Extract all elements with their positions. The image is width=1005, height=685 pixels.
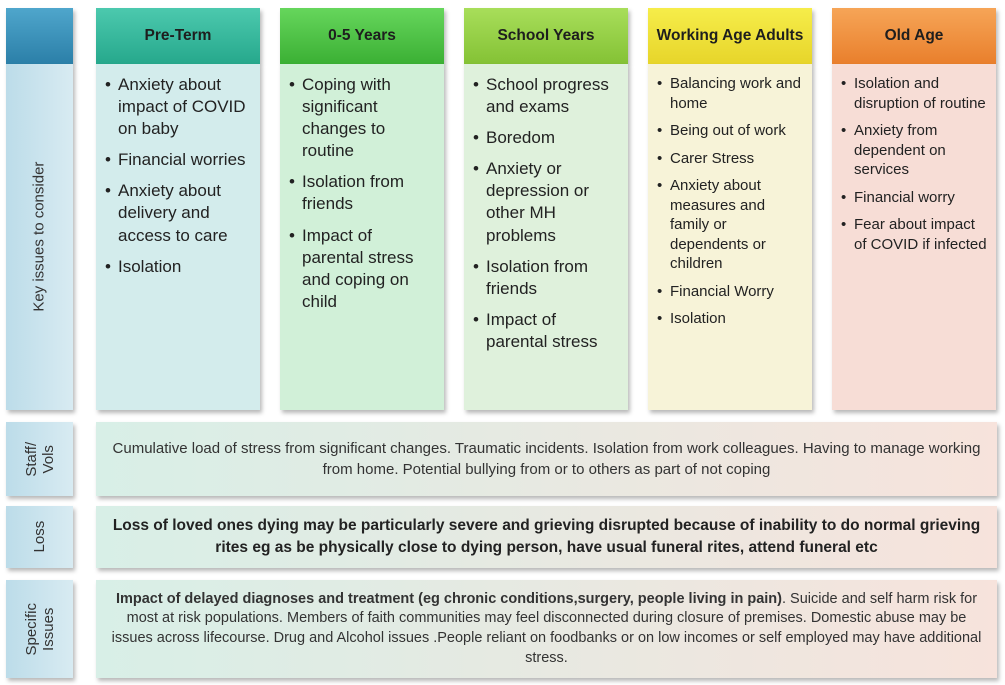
list-item: • Anxiety about delivery and access to care [102,180,254,246]
list-item: • Being out of work [654,121,806,141]
header-school-years [464,8,628,64]
list-item: • Isolation from friends [286,171,438,215]
staff-vols-text: Cumulative load of stress from significant changes. Traumatic incidents. Isolation from work colleagues. Having to manage working from home. Potential bullying from or to others as part of not coping [112,440,981,478]
list-item: • Isolation [654,309,806,329]
corner-block [6,8,73,64]
row-label-key-issues-text: Key issues to consider [30,161,48,313]
loss-panel [96,506,997,568]
row-label-key-issues [6,64,73,410]
header-0-5-years [280,8,444,64]
list-item: • Financial worries [102,149,254,171]
header-working-age-adults [648,8,812,64]
list-item: • Isolation from friends [470,256,622,300]
list-item: • Anxiety or depression or other MH problems [470,158,622,246]
working-age-list [654,74,806,329]
row-label-loss [6,506,73,568]
list-item: • School progress and exams [470,74,622,118]
staff-vols-panel [96,422,997,496]
specific-issues-text: . Suicide and self harm risk for most at risk populations. Members of faith communities may feel disconnected during closure of premises. Domestic abuse may be issues across lifecourse. Drug and Alcohol issues .People reliant on foodbanks or on low incomes or self employed may have additional stress. [111,590,982,666]
column-school-years [464,64,628,410]
list-item: • Financial worry [838,188,990,208]
list-item: • Isolation and disruption of routine [838,74,990,113]
header-pre-term-text: Pre-Term [144,26,212,44]
specific-issues-bold-text: Impact of delayed diagnoses and treatment (eg chronic conditions,surgery, people living in pain) [115,590,782,607]
school-years-list [470,74,622,353]
header-0-5-years-text: 0-5 Years [328,26,396,44]
list-item: • Carer Stress [654,149,806,169]
header-old-age-text: Old Age [884,26,944,44]
list-item: • Fear about impact of COVID if infected [838,215,990,254]
header-school-years-text: School Years [497,26,595,44]
list-item: • Financial Worry [654,282,806,302]
list-item: • Impact of parental stress [470,309,622,353]
header-pre-term [96,8,260,64]
column-working-age-adults [648,64,812,410]
column-0-5-years [280,64,444,410]
old-age-list [838,74,990,254]
list-item: • Coping with significant changes to routine [286,74,438,162]
row-label-specific [6,580,73,678]
pre-term-list [102,74,254,278]
list-item: • Isolation [102,256,254,278]
specific-issues-panel [96,580,997,678]
column-pre-term [96,64,260,410]
list-item: • Balancing work and home [654,74,806,113]
row-label-staff [6,422,73,496]
list-item: • Impact of parental stress and coping on child [286,225,438,313]
row-label-specific-text: Specific Issues [22,602,57,656]
header-working-age-adults-text: Working Age Adults [656,26,804,44]
column-old-age [832,64,996,410]
loss-text: Loss of loved ones dying may be particularly severe and grieving disrupted because of inability to do normal grieving rites eg as be physically close to dying person, have usual funeral rites, attend funeral etc [112,517,981,556]
header-old-age [832,8,996,64]
specific-issues-paragraph [108,590,985,668]
0-5-years-list [286,74,438,313]
list-item: • Anxiety about impact of COVID on baby [102,74,254,140]
list-item: • Anxiety from dependent on services [838,121,990,180]
list-item: • Boredom [470,127,622,149]
row-label-staff-text: Staff/ Vols [22,441,57,477]
row-label-loss-text: Loss [30,521,48,553]
list-item: • Anxiety about measures and family or dependents or children [654,176,806,274]
